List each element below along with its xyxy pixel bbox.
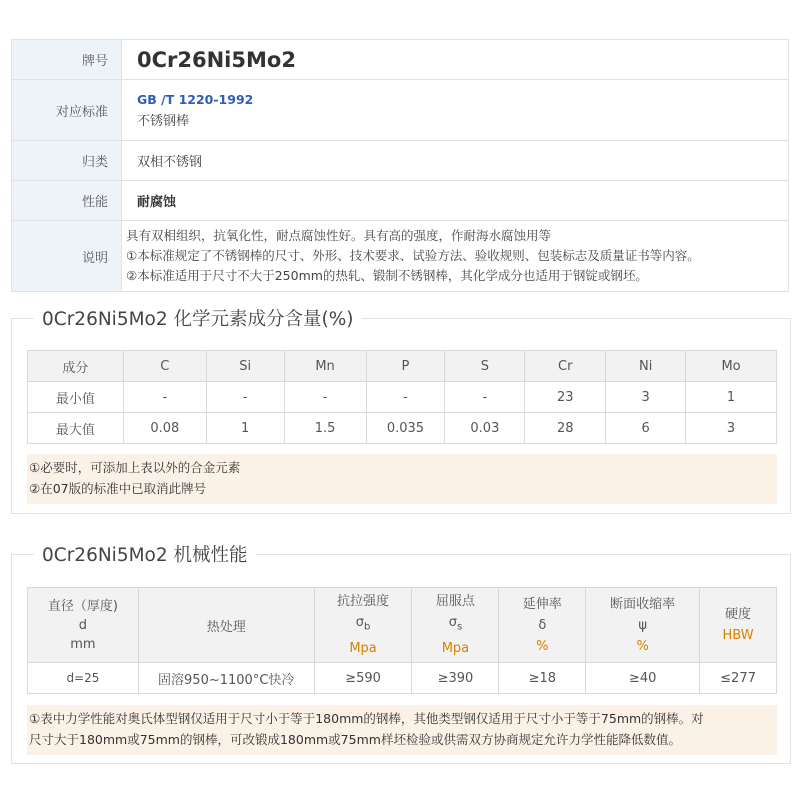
table-cell: 1.5 xyxy=(284,413,366,444)
standard-link[interactable]: GB /T 1220-1992 xyxy=(137,91,254,107)
info-table xyxy=(11,39,789,292)
performance-row xyxy=(12,181,788,221)
mechanical-header-row xyxy=(28,588,777,663)
header-cell: 成分 xyxy=(28,351,124,382)
header-cell: Mo xyxy=(686,351,777,382)
header-tensile: 抗拉强度 $\sigma_b$ Mpa xyxy=(314,588,412,663)
description-row xyxy=(12,221,788,291)
mechanical-title: 0Cr26Ni5Mo2 机械性能 xyxy=(34,541,256,567)
header-hardness: 硬度 HBW xyxy=(700,588,777,663)
chemical-title: 0Cr26Ni5Mo2 化学元素成分含量(%) xyxy=(34,305,362,331)
table-cell: ≥390 xyxy=(412,663,499,694)
header-heat-treatment: 热处理 xyxy=(138,588,314,663)
mechanical-table xyxy=(27,587,777,694)
table-cell: 最大值 xyxy=(28,413,124,444)
table-cell: - xyxy=(366,382,445,413)
header-cell: Cr xyxy=(525,351,606,382)
table-cell: 0.035 xyxy=(366,413,445,444)
performance-value: 耐腐蚀 xyxy=(137,195,177,210)
grade-row xyxy=(12,40,788,80)
table-cell: 3 xyxy=(686,413,777,444)
chemical-header-row xyxy=(28,351,777,382)
category-label: 归类 xyxy=(12,141,122,180)
header-cell: Mn xyxy=(284,351,366,382)
table-cell: 0.03 xyxy=(445,413,525,444)
mechanical-section xyxy=(11,545,791,764)
note-line: 尺寸大于180mm或75mm的钢棒，可改锻成180mm或75mm样坯检验或供需双方协商规定允许力学性能降低数值。 xyxy=(29,732,681,747)
table-row xyxy=(28,663,777,694)
table-cell: 固溶950~1100°C快冷 xyxy=(138,663,314,694)
table-cell: 6 xyxy=(606,413,686,444)
table-cell: 23 xyxy=(525,382,606,413)
header-reduction: 断面收缩率 ψ % xyxy=(586,588,700,663)
description-line: 具有双相组织，抗氧化性，耐点腐蚀性好。具有高的强度，作耐海水腐蚀用等 xyxy=(126,228,552,243)
standard-label: 对应标准 xyxy=(12,80,122,140)
header-yield: 屈服点 $\sigma_s$ Mpa xyxy=(412,588,499,663)
table-cell: 0.08 xyxy=(123,413,206,444)
table-row xyxy=(28,382,777,413)
performance-label: 性能 xyxy=(12,181,122,220)
standard-name: 不锈钢棒 xyxy=(137,113,190,129)
header-cell: Si xyxy=(206,351,284,382)
grade-label: 牌号 xyxy=(12,40,122,79)
description-line: ①本标准规定了不锈钢棒的尺寸、外形、技术要求、试验方法、验收规则、包装标志及质量证书等内容。 xyxy=(126,248,700,263)
description-label: 说明 xyxy=(12,221,122,291)
category-row xyxy=(12,141,788,181)
chemical-notes xyxy=(27,454,777,504)
header-cell: P xyxy=(366,351,445,382)
table-cell: 3 xyxy=(606,382,686,413)
table-cell: - xyxy=(445,382,525,413)
chemical-table xyxy=(27,350,777,444)
table-cell: ≥40 xyxy=(586,663,700,694)
note-line: ②在07版的标准中已取消此牌号 xyxy=(29,481,207,496)
header-cell: S xyxy=(445,351,525,382)
table-row xyxy=(28,413,777,444)
table-cell: 最小值 xyxy=(28,382,124,413)
table-cell: - xyxy=(284,382,366,413)
table-cell: 1 xyxy=(686,382,777,413)
header-cell: Ni xyxy=(606,351,686,382)
note-line: ①表中力学性能对奥氏体型钢仅适用于尺寸小于等于180mm的钢棒，其他类型钢仅适用于尺寸小于等于75mm的钢棒。对 xyxy=(29,711,704,726)
chemical-section xyxy=(11,309,791,514)
header-diameter: 直径（厚度) d mm xyxy=(28,588,139,663)
note-line: ①必要时，可添加上表以外的合金元素 xyxy=(29,460,241,475)
mechanical-notes xyxy=(27,705,777,755)
table-cell: ≥590 xyxy=(314,663,412,694)
table-cell: d=25 xyxy=(28,663,139,694)
table-cell: ≥18 xyxy=(499,663,586,694)
table-cell: 1 xyxy=(206,413,284,444)
standard-row xyxy=(12,80,788,141)
table-cell: 28 xyxy=(525,413,606,444)
header-cell: C xyxy=(123,351,206,382)
header-elongation: 延伸率 δ % xyxy=(499,588,586,663)
category-value: 双相不锈钢 xyxy=(137,155,203,170)
table-cell: - xyxy=(123,382,206,413)
grade-value: 0Cr26Ni5Mo2 xyxy=(137,47,296,72)
description-line: ②本标准适用于尺寸不大于250mm的热轧、锻制不锈钢棒，其化学成分也适用于钢锭或钢坯。 xyxy=(126,268,648,283)
table-cell: ≤277 xyxy=(700,663,777,694)
table-cell: - xyxy=(206,382,284,413)
